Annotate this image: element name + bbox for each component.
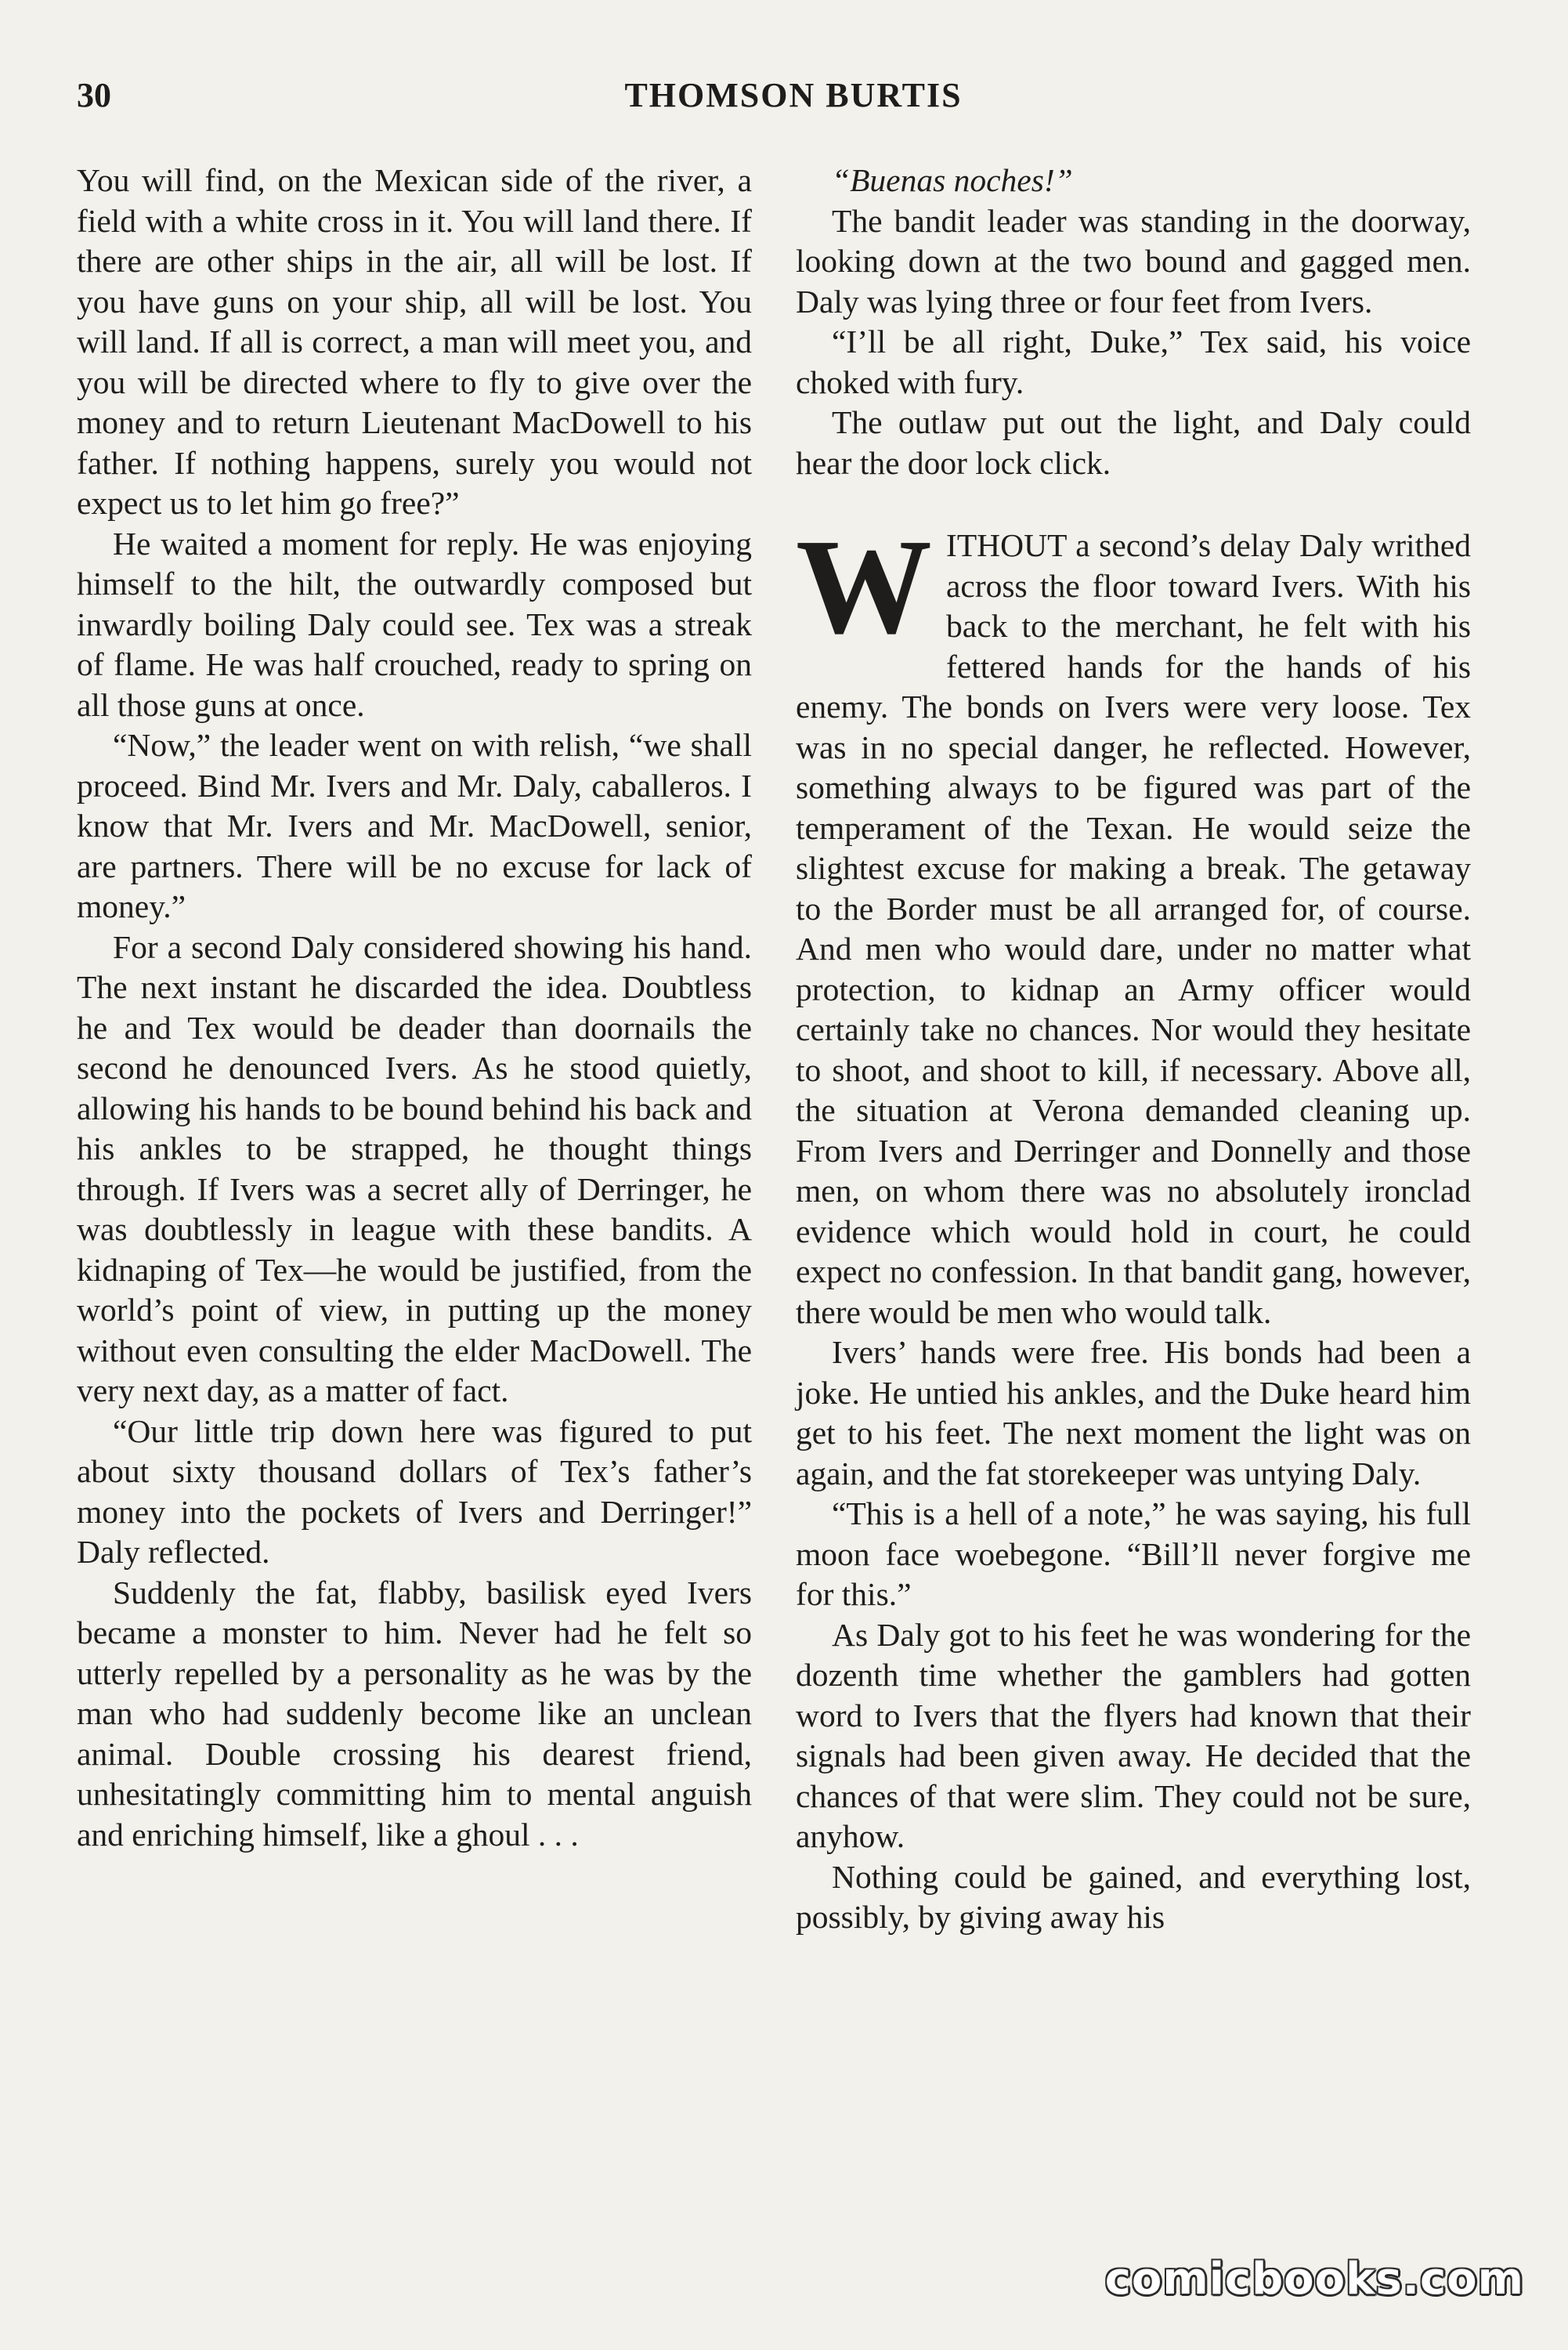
paragraph: You will find, on the Mexican side of the river, a field with a white cross in it. You will land there. If there are other ships in the air, all will be lost. If you have guns on your ship, all will be lost. You will land. If all is correct, a man will meet you, and you will be directed where to fly to give over the money and to return Lieutenant MacDowell to his father. If nothing happens, surely you would not expect us to let him go free?” xyxy=(77,162,752,521)
paragraph: Suddenly the fat, flabby, basilisk eyed Ivers became a monster to him. Never had he felt so utterly repelled by a personality as he was by the man who had suddenly become like an unclean animal. Double crossing his dearest friend, unhesitatingly committing him to mental anguish and enriching himself, like a ghoul . . . xyxy=(77,1574,752,1853)
watermark: comicbooks.com xyxy=(1104,2254,1524,2305)
page-number: 30 xyxy=(77,76,111,114)
paragraph: For a second Daly considered showing his hand. The next instant he discarded the idea. Doubtless he and Tex would be deader than doornails the second he denounced Ivers. As he stood quietly, allowing his hands to be bound behind his back and his ankles to be strapped, he thought things through. If Ivers was a secret ally of Derringer, he was doubtlessly in league with these bandits. A kidnaping of Tex—he would be justified, from the world’s point of view, in putting up the money without even consulting the elder MacDowell. The very next day, as a matter of fact. xyxy=(77,928,752,1408)
paragraph: “Now,” the leader went on with relish, “we shall proceed. Bind Mr. Ivers and Mr. Daly, caballeros. I know that Mr. Ivers and Mr. MacDowell, senior, are partners. There will be no excuse for lack of money.” xyxy=(77,727,752,924)
right-column xyxy=(796,161,1471,1938)
running-head: THOMSON BURTIS xyxy=(624,76,963,114)
paragraph: The bandit leader was standing in the doorway, looking down at the two bound and gagged men. Daly was lying three or four feet from Ivers. xyxy=(796,202,1471,320)
paragraph: As Daly got to his feet he was wondering for the dozenth time whether the gamblers had gotten word to Ivers that the flyers had known that their signals had been given away. He decided that the chances of that were slim. They could not be sure, anyhow. xyxy=(796,1616,1471,1854)
paragraph: Ivers’ hands were free. His bonds had been a joke. He untied his ankles, and the Duke heard him get to his feet. The next moment the light was on again, and the fat storekeeper was untying Daly. xyxy=(796,1334,1471,1491)
drop-cap: W xyxy=(796,511,932,662)
left-column xyxy=(77,161,752,1855)
paragraph: Nothing could be gained, and everything lost, possibly, by giving away his xyxy=(796,1858,1471,1935)
paragraph: He waited a moment for reply. He was enjoying himself to the hilt, the outwardly composed but inwardly boiling Daly could see. Tex was a streak of flame. He was half crouched, ready to spring on all those guns at once. xyxy=(77,525,752,723)
page-header xyxy=(77,75,1510,130)
paragraph: “Our little trip down here was figured to put about sixty thousand dollars of Tex’s father’s money into the pockets of Ivers and Derringer!” Daly reflected. xyxy=(77,1412,752,1570)
paragraph: The outlaw put out the light, and Daly could hear the door lock click. xyxy=(796,404,1471,481)
section-opening-text: ITHOUT a second’s delay Daly writhed across the floor toward Ivers. With his back to the merchant, he felt with his fettered hands for the hands of his enemy. The bonds on Ivers were very loose. Tex was in no special danger, he reflected. However, something always to be figured was part of the temperament of the Texan. He would seize the slightest excuse for making a break. The getaway to the Border must be all arranged for, of course. And men who would dare, under no matter what protection, to kidnap an Army officer would certainly take no chances. Nor would they hesitate to shoot, and shoot to kill, if necessary. Above all, the situation at Verona demanded cleaning up. From Ivers and Derringer and Donnelly and those men, on whom there was no absolutely ironclad evidence which would hold in court, he could expect no confession. In that bandit gang, however, there would be men who would talk. xyxy=(796,527,1471,1330)
section-opening-paragraph xyxy=(796,511,1471,1332)
paragraph: “Buenas noches!” xyxy=(832,162,1073,198)
paragraph: “This is a hell of a note,” he was saying, his full moon face woebegone. “Bill’ll never forgive me for this.” xyxy=(796,1495,1471,1612)
paragraph: “I’ll be all right, Duke,” Tex said, his voice choked with fury. xyxy=(796,324,1471,400)
